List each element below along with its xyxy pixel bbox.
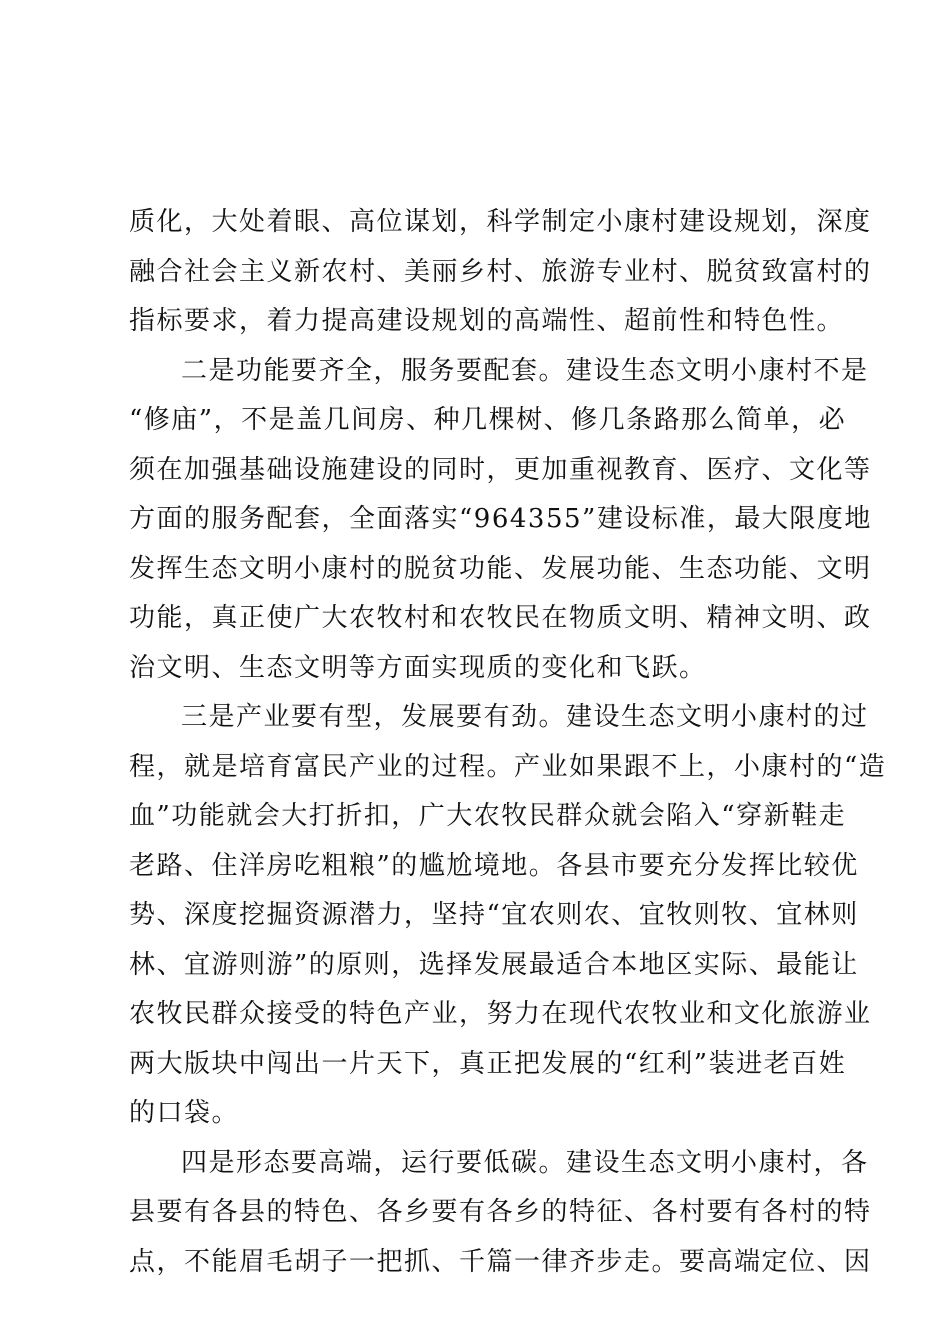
text-line: 功能，真正使广大农牧村和农牧民在物质文明、精神文明、政 (129, 603, 872, 633)
text-line: 程，就是培育富民产业的过程。产业如果跟不上，小康村的“造 (129, 751, 887, 782)
text-line: 质化，大处着眼、高位谋划，科学制定小康村建设规划，深度 (129, 207, 872, 237)
text-line: 方面的服务配套，全面落实“964355”建设标准，最大限度地 (129, 504, 872, 534)
text-line: 老路、住洋房吃粗粮”的尴尬境地。各县市要充分发挥比较优 (129, 850, 859, 881)
text-line: 两大版块中闯出一片天下，真正把发展的“红利”装进老百姓 (129, 1048, 847, 1079)
text-line: 血”功能就会大打折扣，广大农牧民群众就会陷入“穿新鞋走 (129, 801, 847, 831)
text-line: 融合社会主义新农村、美丽乡村、旅游专业村、脱贫致富村的 (129, 256, 872, 287)
text-line: 发挥生态文明小康村的脱贫功能、发展功能、生态功能、文明 (129, 553, 872, 584)
text-line: 林、宜游则游”的原则，选择发展最适合本地区实际、最能让 (129, 949, 859, 980)
text-line: 治文明、生态文明等方面实现质的变化和飞跃。 (129, 652, 707, 683)
text-line: 的口袋。 (129, 1098, 240, 1128)
text-line: 点，不能眉毛胡子一把抓、千篇一律齐步走。要高端定位、因 (129, 1246, 872, 1277)
paragraph-first-line: 二是功能要齐全，服务要配套。建设生态文明小康村不是 (181, 355, 869, 386)
text-line: 须在加强基础设施建设的同时，更加重视教育、医疗、文化等 (129, 454, 872, 485)
text-line: 指标要求，着力提高建设规划的高端性、超前性和特色性。 (129, 306, 845, 336)
paragraph-first-line: 三是产业要有型，发展要有劲。建设生态文明小康村的过 (181, 702, 869, 732)
text-line: 势、深度挖掘资源潜力，坚持“宜农则农、宜牧则牧、宜林则 (129, 900, 859, 930)
document-body (129, 198, 887, 1287)
text-line: 农牧民群众接受的特色产业，努力在现代农牧业和文化旅游业 (129, 999, 872, 1029)
paragraph-first-line: 四是形态要高端，运行要低碳。建设生态文明小康村，各 (181, 1147, 869, 1178)
text-line: “修庙”，不是盖几间房、种几棵树、修几条路那么简单，必 (129, 405, 847, 435)
text-line: 县要有各县的特色、各乡要有各乡的特征、各村要有各村的特 (129, 1197, 872, 1227)
